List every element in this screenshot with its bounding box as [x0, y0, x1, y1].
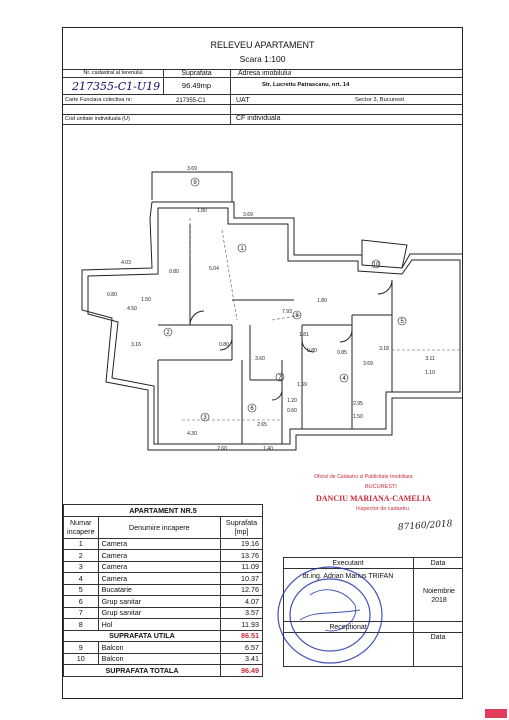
- door-swing: [378, 280, 392, 294]
- door-swing: [272, 390, 282, 400]
- adresa-label: Adresa imobilului: [238, 70, 292, 77]
- dimension-line: [222, 230, 237, 320]
- dimension-label: 7.93: [282, 309, 292, 315]
- uat-value: Sector 3, Bucuresti: [355, 97, 404, 103]
- carte-funciara-label: Carte Funciara colectiva nr:: [65, 97, 133, 103]
- receptionat-label: Receptionat: [329, 624, 367, 631]
- col-denumire-header: Denumire incapere: [98, 516, 220, 538]
- dimension-label: 1.50: [353, 414, 363, 420]
- area-table: [63, 504, 263, 677]
- door-swing: [340, 330, 352, 342]
- uat-label: UAT: [236, 97, 250, 104]
- area-table-title: APARTAMENT NR.5: [64, 505, 263, 517]
- executant-date: Noiembrie 2018: [423, 588, 455, 605]
- apartment-inner-outline: [88, 208, 460, 444]
- document-scale: Scara 1:100: [239, 54, 286, 64]
- dimension-label: 2.60: [217, 446, 227, 452]
- table-row: 2 Camera 13.76: [64, 550, 263, 562]
- room-number-10: 10: [372, 262, 380, 268]
- dimension-label: 3.11: [425, 356, 435, 362]
- dimension-label: 1.40: [263, 446, 273, 452]
- room-number-1: 1: [240, 246, 244, 252]
- dimension-label: 1.20: [287, 398, 297, 404]
- dimension-label: 5.04: [209, 266, 219, 272]
- signature-divider: [413, 557, 414, 667]
- balcony-10-outline: [362, 240, 407, 268]
- table-row: 8 Hol 11.93: [64, 619, 263, 631]
- room-number-5: 5: [400, 319, 404, 325]
- dimension-label: 0.80: [107, 292, 117, 298]
- room-number-6: 6: [250, 406, 254, 412]
- room-number-2: 2: [166, 330, 170, 336]
- dimension-label: 0.85: [337, 350, 347, 356]
- table-row: 1 Camera 19.16: [64, 538, 263, 550]
- dimension-label: 0.80: [169, 269, 179, 275]
- dimension-label: 4.30: [187, 431, 197, 437]
- suprafata-label: Suprafata: [181, 70, 212, 77]
- table-row: 3 Camera 11.09: [64, 561, 263, 573]
- col-suprafata-header: Suprafata [mp]: [221, 516, 263, 538]
- door-swing: [190, 311, 204, 325]
- header-divider: [230, 69, 231, 124]
- dimension-label: 0.80: [307, 348, 317, 354]
- dimension-label: 1.50: [141, 297, 151, 303]
- dimension-label: 1.69: [297, 382, 307, 388]
- suprafata-totala-row: SUPRAFATA TOTALA 96.49: [64, 665, 263, 677]
- room-number-9: 9: [193, 180, 197, 186]
- dimension-label: 3.69: [363, 361, 373, 367]
- header-rule: [62, 94, 463, 95]
- header-rule: [62, 124, 463, 125]
- carte-funciara-value: 217355-C1: [176, 98, 206, 104]
- dimension-label: 2.65: [257, 422, 267, 428]
- stamp-name-line: DANCIU MARIANA-CAMELIA: [316, 494, 431, 503]
- suprafata-value: 96.49mp: [181, 81, 212, 90]
- dimension-label: 4.03: [121, 260, 131, 266]
- balcony-9-outline: [152, 172, 232, 202]
- stamp-city-line: BUCURESTI: [365, 484, 397, 490]
- dimension-label: 1.80: [317, 298, 327, 304]
- nr-cadastral-label: Nr. cadastral al terenului: [83, 70, 143, 76]
- dimension-label: 4.50: [127, 306, 137, 312]
- corner-marker: [485, 709, 507, 718]
- executant-label: Executant: [332, 560, 364, 567]
- stamp-office-line: Oficiul de Cadastru si Publicitate Imobiliara: [314, 474, 413, 480]
- dimension-label: 3.60: [255, 356, 265, 362]
- document-title: RELEVEU APARTAMENT: [210, 40, 315, 50]
- dimension-label: 1.80: [197, 208, 207, 214]
- col-numar-header: Numar incapere: [64, 516, 99, 538]
- room-number-7: 7: [278, 375, 282, 381]
- table-row: 7 Grup sanitar 3.57: [64, 607, 263, 619]
- room-number-3: 3: [203, 415, 207, 421]
- surveyor-seal: [270, 560, 390, 670]
- floor-plan: [62, 150, 463, 470]
- nr-cadastral-value: 217355-C1-U19: [72, 80, 161, 93]
- table-row: 4 Camera 10.37: [64, 573, 263, 585]
- apartment-outline: [82, 202, 463, 450]
- dimension-label: 1.81: [299, 332, 309, 338]
- dimension-label: 0.80: [219, 342, 229, 348]
- data-label: Data: [430, 560, 446, 567]
- room-number-8: 8: [295, 313, 299, 319]
- dimension-label: 3.18: [379, 346, 389, 352]
- cod-unitate-label: Cod unitate individuala (U): [65, 116, 130, 122]
- table-row: 5 Bucatarie 12.76: [64, 584, 263, 596]
- official-stamp: [310, 474, 460, 514]
- stamp-role-line: Inspector de cadastru: [356, 506, 409, 512]
- header-rule: [62, 104, 463, 105]
- dimension-label: 0.60: [287, 408, 297, 414]
- table-row: 6 Grup sanitar 4.07: [64, 596, 263, 608]
- header-rule: [62, 77, 463, 78]
- handwritten-reference: 87160/2018: [397, 519, 453, 533]
- dimension-label: 3.69: [187, 166, 197, 172]
- table-row: 9 Balcon 6.57: [64, 642, 263, 654]
- dimension-label: 3.16: [131, 342, 141, 348]
- dimension-label: 2.95: [353, 401, 363, 407]
- executant-name: dr.ing. Adrian Marius TRIFAN: [302, 573, 394, 580]
- dimension-label: 3.69: [243, 212, 253, 218]
- data2-label: Data: [430, 634, 446, 641]
- suprafata-utila-row: SUPRAFATA UTILA 86.51: [64, 630, 263, 642]
- table-row: 10 Balcon 3.41: [64, 653, 263, 665]
- room-number-4: 4: [342, 376, 346, 382]
- cf-individuala-label: CF individuala: [236, 115, 281, 122]
- dimension-label: 1.10: [425, 370, 435, 376]
- adresa-value: Str. Lucretiu Patrascanu, nrt. 14: [262, 82, 350, 88]
